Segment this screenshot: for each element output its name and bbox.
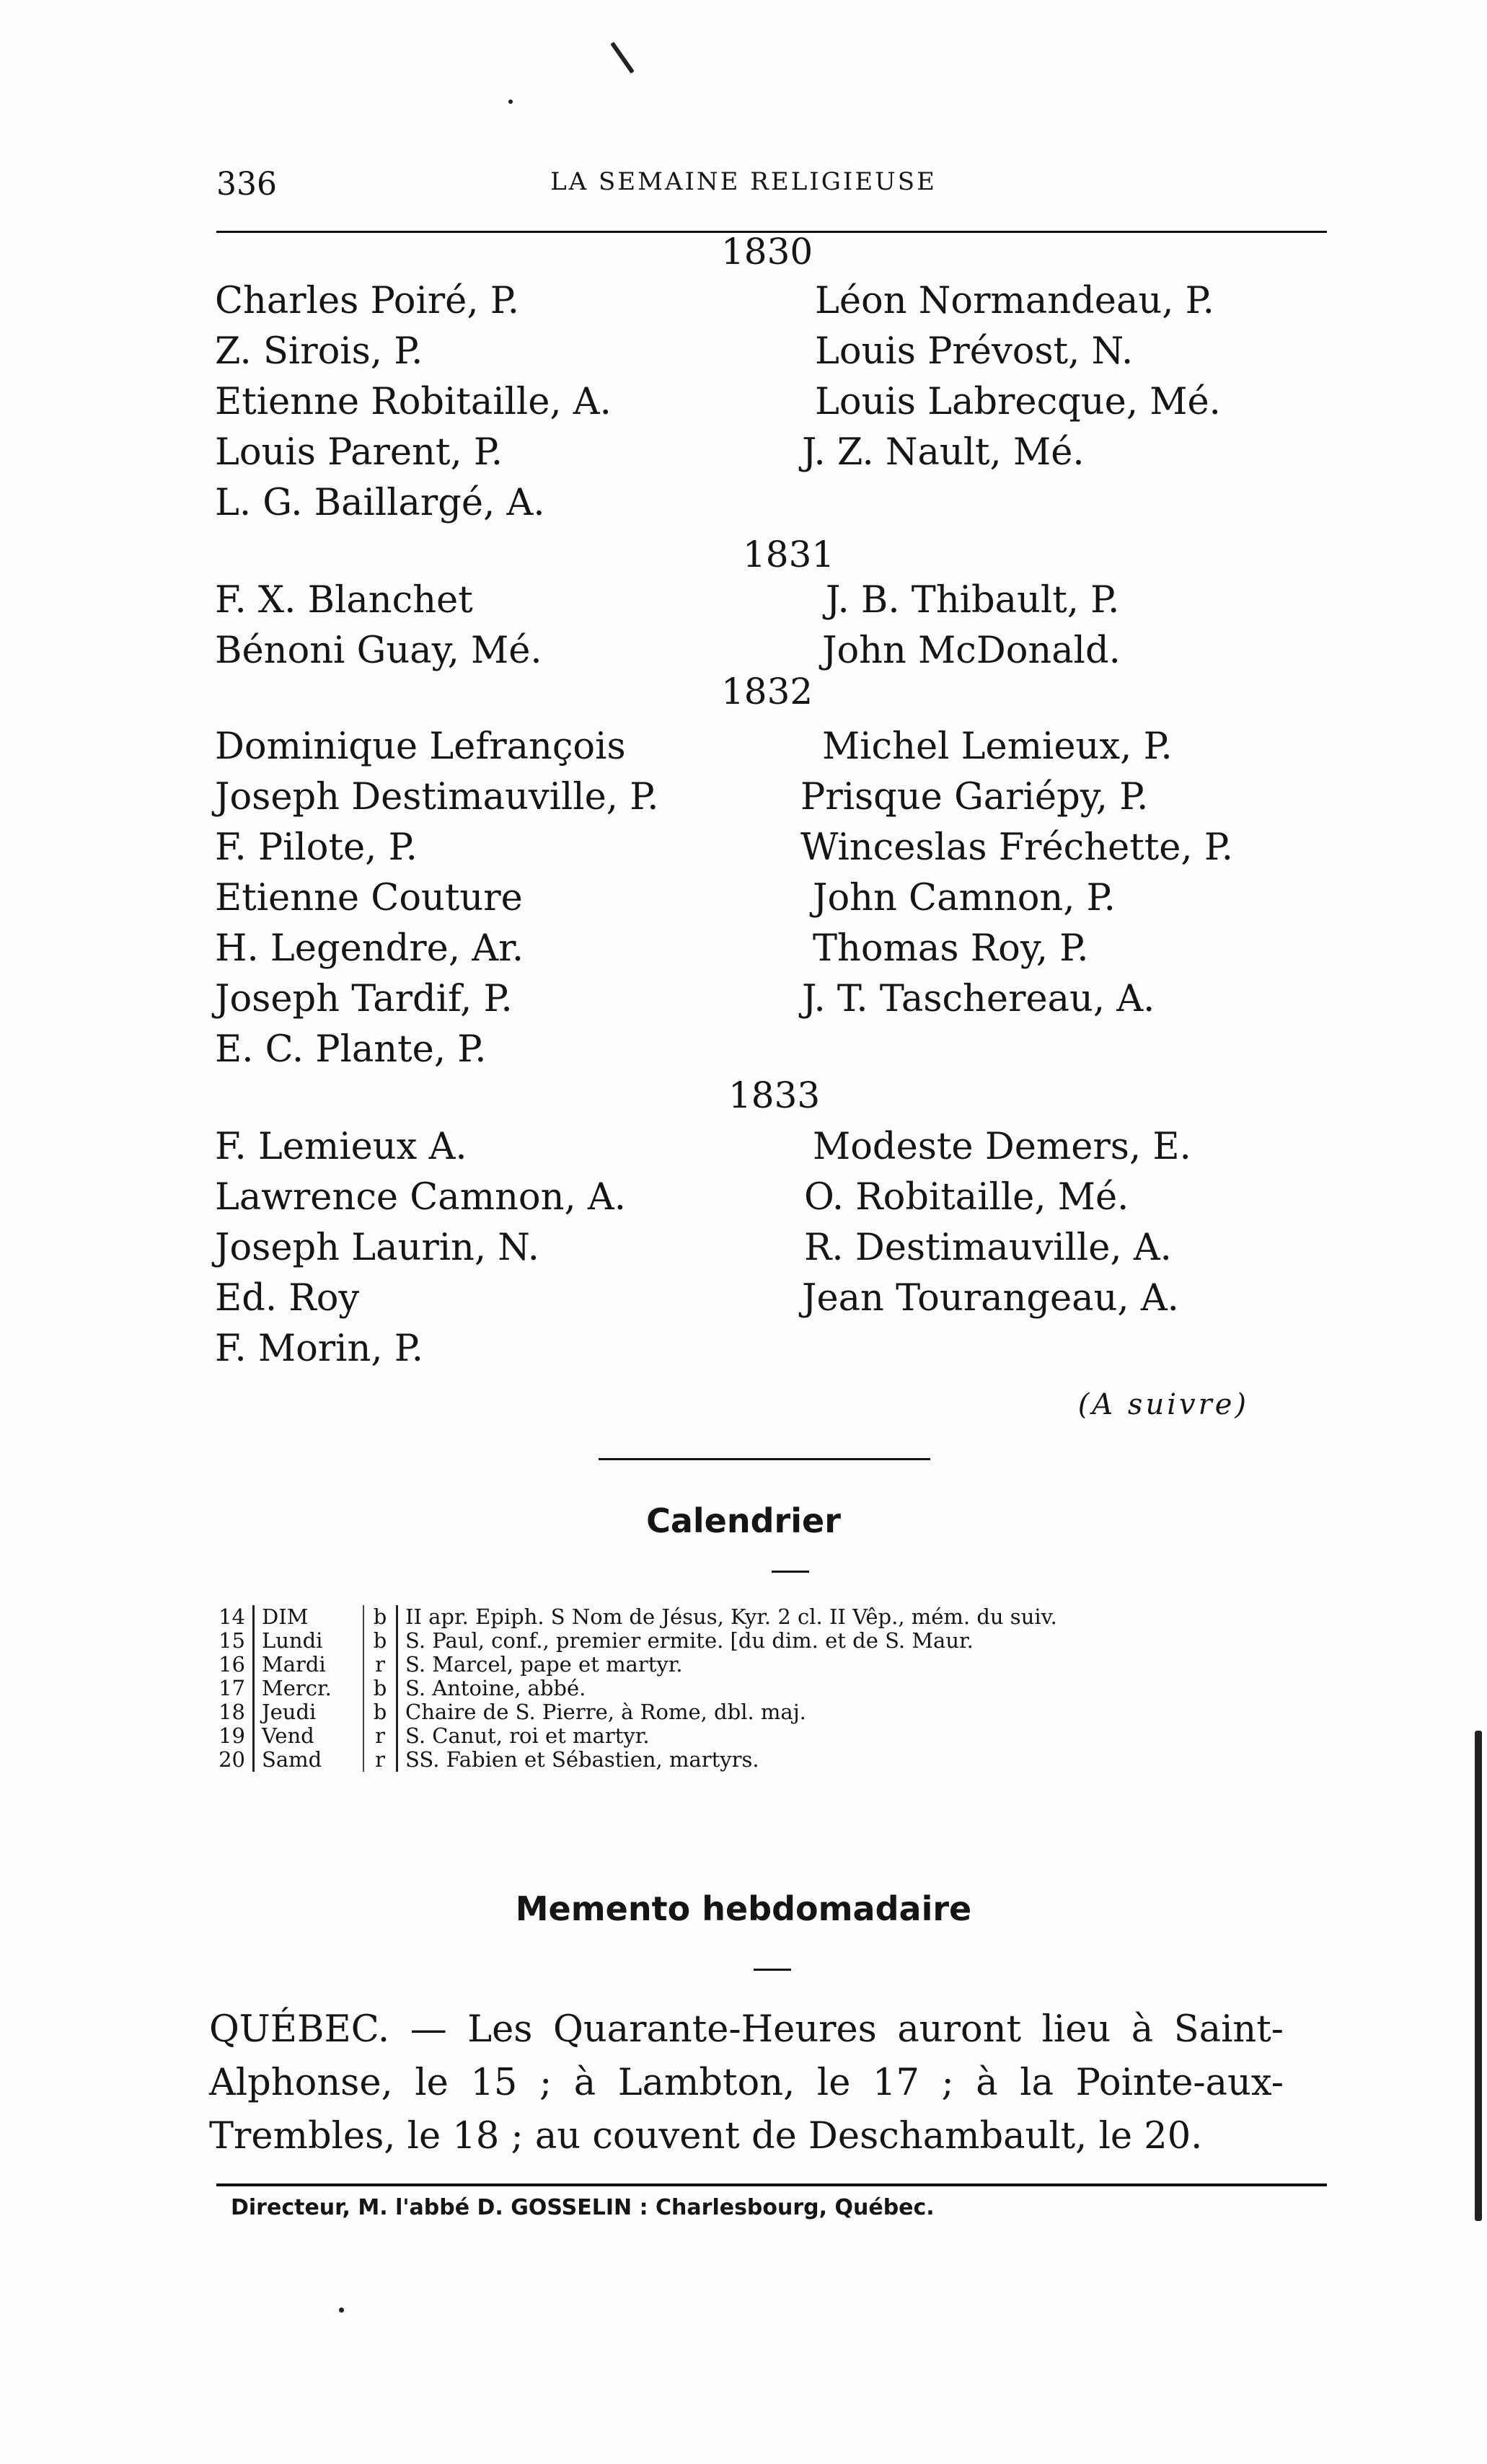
left-entry: F. Morin, P. <box>215 1328 423 1370</box>
calendar-date: 17 <box>209 1677 254 1700</box>
left-entry: Etienne Couture <box>215 877 523 919</box>
right-entry: J. B. Thibault, P. <box>826 579 1120 622</box>
right-entry: Prisque Gariépy, P. <box>800 776 1149 818</box>
a-suivre-note: (A suivre) <box>1077 1388 1249 1421</box>
right-entry: Michel Lemieux, P. <box>822 725 1173 768</box>
right-entry: J. T. Taschereau, A. <box>802 978 1155 1020</box>
calendrier-title-rule <box>772 1571 809 1573</box>
calendar-weekday: Vend <box>262 1723 314 1748</box>
section-divider <box>599 1458 930 1460</box>
calendar-row <box>209 1629 1170 1653</box>
calendar-row <box>209 1700 1170 1724</box>
right-entry: Louis Labrecque, Mé. <box>815 381 1221 423</box>
footer-line: Directeur, M. l'abbé D. GOSSELIN : Charlesbourg, Québec. <box>231 2195 935 2220</box>
calendar-row <box>209 1653 1170 1677</box>
memento-title: Memento hebdomadaire <box>515 1889 972 1928</box>
left-entry: F. Lemieux A. <box>215 1126 467 1168</box>
left-entry: Lawrence Camnon, A. <box>215 1176 626 1219</box>
left-entry: H. Legendre, Ar. <box>215 927 524 970</box>
calendar-date: 14 <box>209 1605 254 1629</box>
year-1831: 1831 <box>743 534 835 575</box>
left-entry: F. X. Blanchet <box>215 579 473 622</box>
left-entry: Louis Parent, P. <box>215 431 503 474</box>
year-1830: 1830 <box>721 231 813 273</box>
liturgical-color: b <box>363 1700 397 1724</box>
calendrier-title: Calendrier <box>646 1501 841 1540</box>
right-entry: Modeste Demers, E. <box>813 1126 1191 1168</box>
left-entry: Dominique Lefrançois <box>215 725 626 768</box>
left-entry: Z. Sirois, P. <box>215 330 423 373</box>
calendar-date: 18 <box>209 1700 254 1724</box>
left-entry: Bénoni Guay, Mé. <box>215 630 542 672</box>
liturgical-color: b <box>363 1605 397 1629</box>
calendar-weekday: Lundi <box>262 1628 323 1653</box>
left-entry: Etienne Robitaille, A. <box>215 381 612 423</box>
print-speck <box>508 100 513 104</box>
left-entry: F. Pilote, P. <box>215 826 418 869</box>
calendar-weekday: Samd <box>262 1747 322 1772</box>
right-entry: John McDonald. <box>822 630 1121 672</box>
calendar-weekday: Jeudi <box>262 1700 317 1724</box>
year-1832: 1832 <box>721 671 813 712</box>
liturgical-color: r <box>363 1653 397 1677</box>
feast-description: Chaire de S. Pierre, à Rome, dbl. maj. <box>405 1700 806 1724</box>
right-entry: O. Robitaille, Mé. <box>804 1176 1129 1219</box>
left-entry: E. C. Plante, P. <box>215 1028 487 1071</box>
page-number: 336 <box>216 166 277 203</box>
calendar-row <box>209 1748 1170 1772</box>
left-entry: Ed. Roy <box>215 1277 360 1320</box>
feast-description: SS. Fabien et Sébastien, martyrs. <box>405 1747 759 1772</box>
calendar-weekday: Mercr. <box>262 1676 332 1700</box>
calendar-date: 19 <box>209 1724 254 1748</box>
feast-description: S. Canut, roi et martyr. <box>405 1723 650 1748</box>
feast-description: S. Paul, conf., premier ermite. [du dim. et de S. Maur. <box>405 1628 974 1653</box>
print-speck <box>339 2308 344 2313</box>
left-entry: Joseph Tardif, P. <box>215 978 513 1020</box>
left-entry: Joseph Laurin, N. <box>215 1227 539 1269</box>
feast-description: S. Antoine, abbé. <box>405 1676 586 1700</box>
calendar-row <box>209 1605 1170 1629</box>
feast-description: S. Marcel, pape et martyr. <box>405 1652 683 1677</box>
right-entry: Thomas Roy, P. <box>813 927 1089 970</box>
right-entry: Louis Prévost, N. <box>815 330 1134 373</box>
calendar-table <box>209 1605 1170 1772</box>
liturgical-color: r <box>363 1748 397 1772</box>
calendar-weekday: DIM <box>262 1604 309 1629</box>
footer-rule <box>216 2183 1327 2186</box>
calendar-weekday: Mardi <box>262 1652 326 1677</box>
memento-paragraph: QUÉBEC. — Les Quarante-Heures auront lieu à Saint-Alphonse, le 15 ; à Lambton, le 17 ; à la Pointe-aux-Trembles, le 18 ; au couvent de Deschambault, le 20. <box>209 2008 1284 2158</box>
year-1833: 1833 <box>728 1074 821 1116</box>
right-entry: Jean Tourangeau, A. <box>802 1277 1179 1320</box>
calendar-date: 15 <box>209 1629 254 1653</box>
left-entry: Joseph Destimauville, P. <box>215 776 659 818</box>
right-entry: R. Destimauville, A. <box>804 1227 1172 1269</box>
running-title: LA SEMAINE RELIGIEUSE <box>550 167 937 196</box>
left-entry: Charles Poiré, P. <box>215 280 519 322</box>
edge-shadow <box>1475 1731 1482 2221</box>
left-entry: L. G. Baillargé, A. <box>215 482 545 524</box>
liturgical-color: b <box>363 1629 397 1653</box>
calendar-date: 16 <box>209 1653 254 1677</box>
print-speck <box>610 42 635 74</box>
right-entry: J. Z. Nault, Mé. <box>802 431 1085 474</box>
calendar-date: 20 <box>209 1748 254 1772</box>
liturgical-color: b <box>363 1677 397 1700</box>
memento-title-rule <box>754 1969 791 1971</box>
calendar-row <box>209 1724 1170 1748</box>
liturgical-color: r <box>363 1724 397 1748</box>
calendar-row <box>209 1677 1170 1700</box>
right-entry: Winceslas Fréchette, P. <box>800 826 1234 869</box>
right-entry: Léon Normandeau, P. <box>815 280 1214 322</box>
right-entry: John Camnon, P. <box>813 877 1116 919</box>
feast-description: II apr. Epiph. S Nom de Jésus, Kyr. 2 cl. II Vêp., mém. du suiv. <box>405 1604 1057 1629</box>
